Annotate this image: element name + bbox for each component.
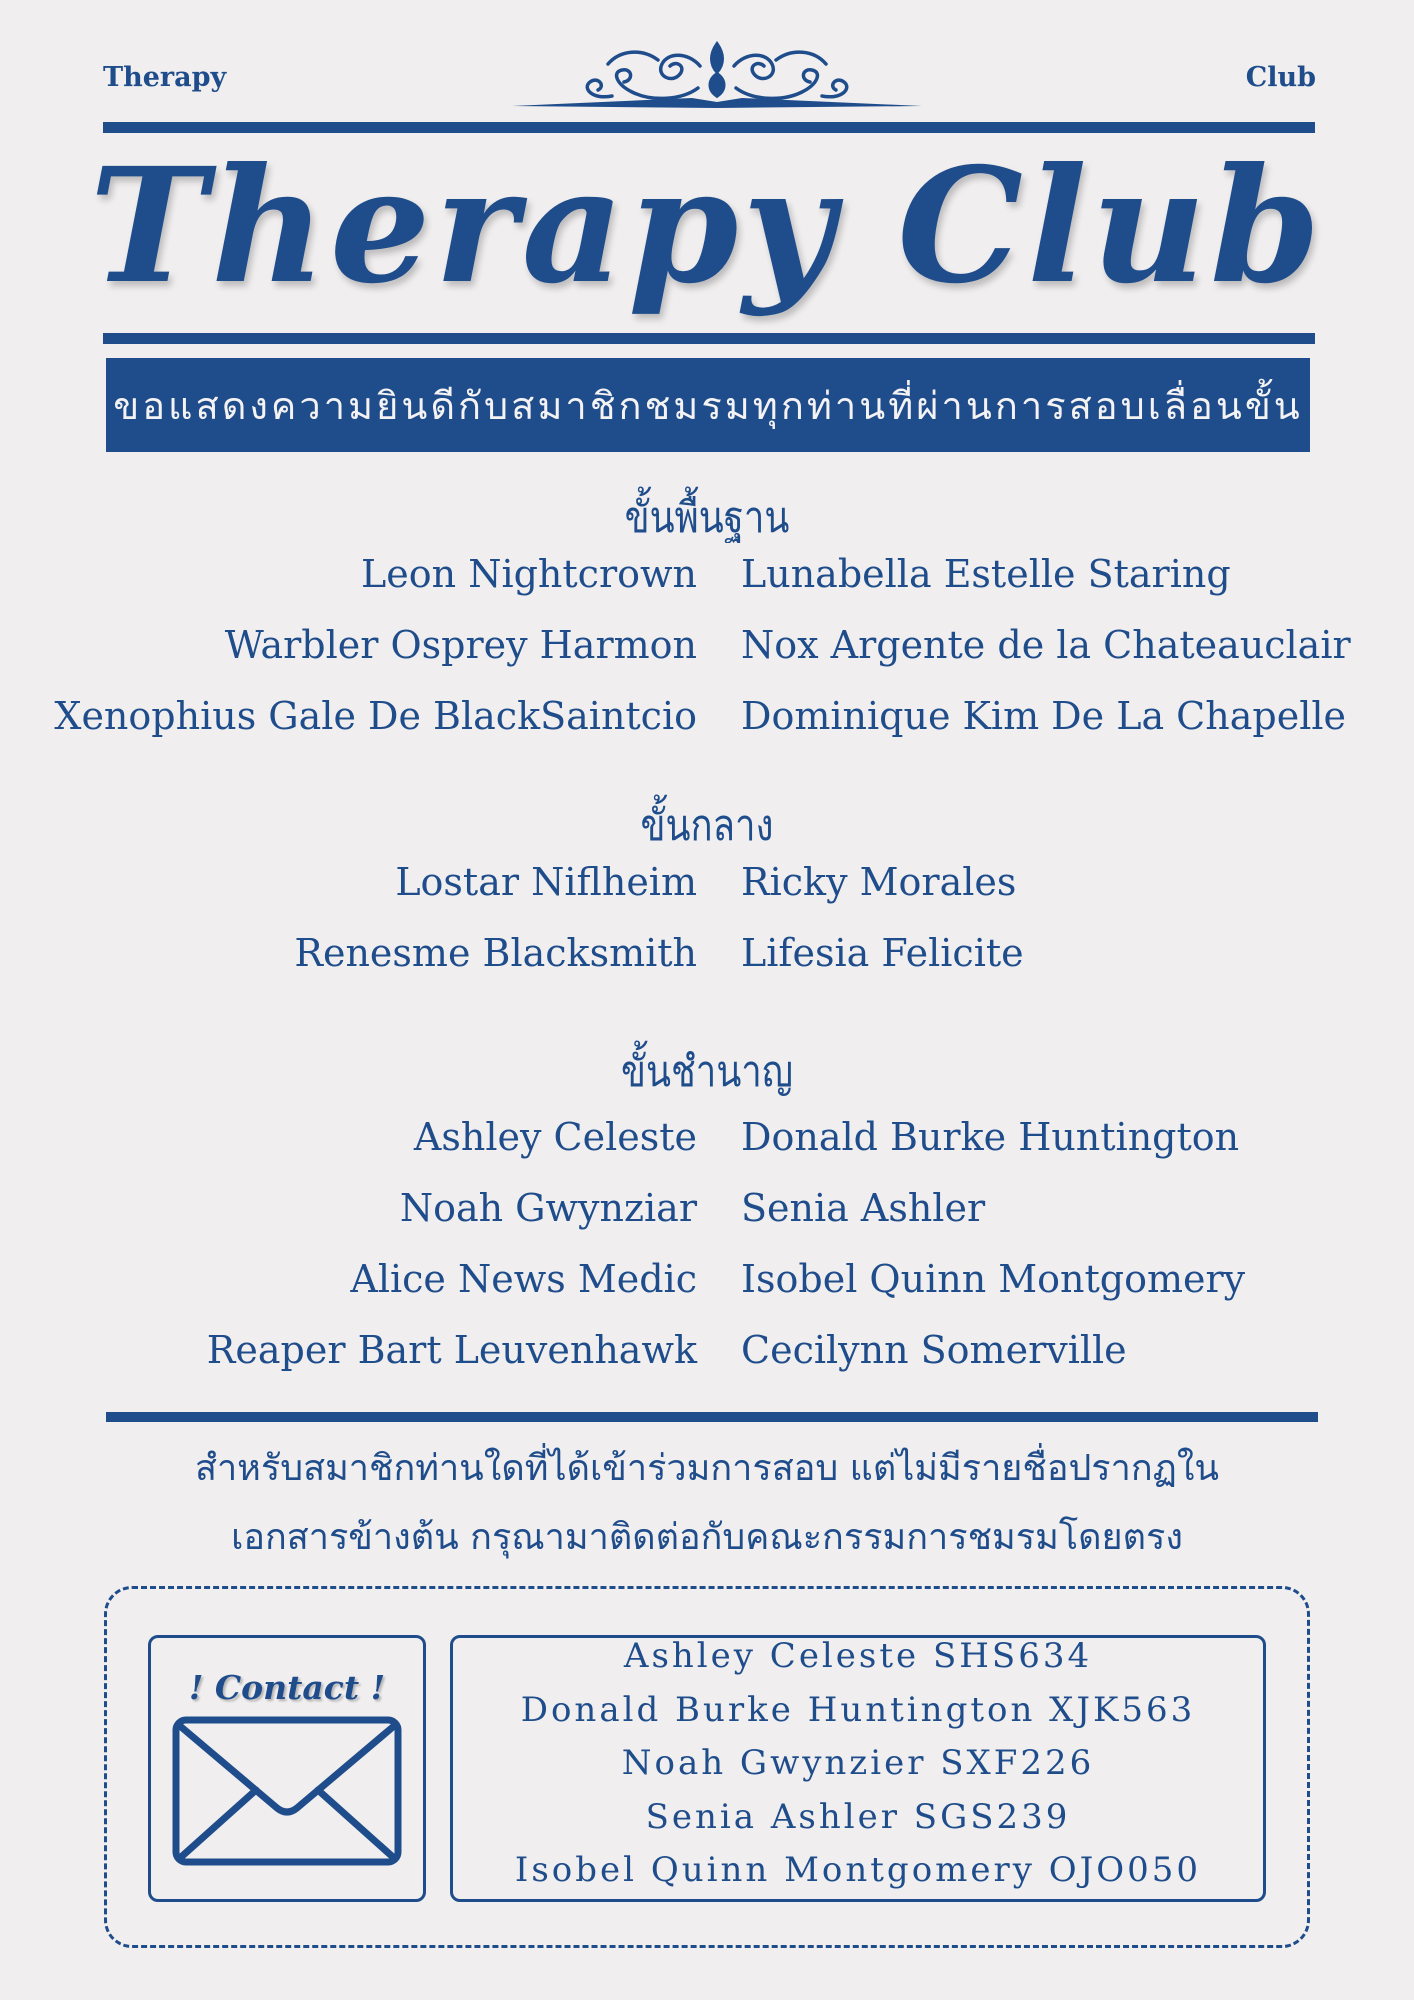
contact-code: Isobel Quinn Montgomery OJO050: [514, 1850, 1202, 1890]
member-name: Noah Gwynziar: [399, 1186, 697, 1230]
member-name: Dominique Kim De La Chapelle: [741, 694, 1346, 738]
header-rule-top: [103, 122, 1315, 133]
member-name: Lunabella Estelle Staring: [741, 552, 1231, 596]
corner-label-right: Club: [1245, 62, 1316, 93]
level-heading-intermediate: ขั้นกลาง: [640, 801, 774, 851]
member-name: Cecilynn Somerville: [741, 1328, 1127, 1372]
contact-code: Senia Ashler SGS239: [645, 1797, 1071, 1837]
member-name: Xenophius Gale De BlackSaintcio: [54, 694, 697, 738]
member-name: Senia Ashler: [741, 1186, 986, 1230]
member-name: Renesme Blacksmith: [294, 931, 697, 975]
member-name: Alice News Medic: [350, 1257, 697, 1301]
level-heading-expert: ขั้นชำนาญ: [621, 1047, 793, 1097]
member-name: Reaper Bart Leuvenhawk: [206, 1328, 697, 1372]
corner-label-left: Therapy: [103, 62, 227, 93]
member-name: Ashley Celeste: [413, 1115, 697, 1159]
envelope-icon: [172, 1716, 402, 1866]
notice-line-1: สำหรับสมาชิกท่านใดที่ได้เข้าร่วมการสอบ แต่ไม่มีรายชื่อปรากฏใน: [194, 1448, 1220, 1489]
notice-line-2: เอกสารข้างต้น กรุณามาติดต่อกับคณะกรรมการชมรมโดยตรง: [231, 1517, 1183, 1558]
contact-title: ! Contact !: [188, 1668, 386, 1707]
header-rule-bottom: [103, 333, 1315, 344]
member-name: Lifesia Felicite: [741, 931, 1024, 975]
member-name: Leon Nightcrown: [361, 552, 697, 596]
level-heading-basic: ขั้นพื้นฐาน: [624, 493, 790, 543]
member-name: Ricky Morales: [741, 860, 1017, 904]
member-name: Nox Argente de la Chateauclair: [741, 623, 1351, 667]
member-name: Donald Burke Huntington: [741, 1115, 1240, 1159]
member-name: Warbler Osprey Harmon: [224, 623, 697, 667]
contact-code: Ashley Celeste SHS634: [623, 1636, 1093, 1676]
member-name: Isobel Quinn Montgomery: [741, 1257, 1246, 1301]
contact-code: Donald Burke Huntington XJK563: [520, 1690, 1196, 1730]
member-name: Lostar Niflheim: [395, 860, 697, 904]
ornament-flourish-icon: [512, 36, 922, 110]
congratulations-banner: ขอแสดงความยินดีกับสมาชิกชมรมทุกท่านที่ผ่านการสอบเลื่อนขั้น: [106, 358, 1310, 452]
page-title: Therapy Club: [89, 134, 1325, 319]
section-divider: [106, 1412, 1318, 1422]
contact-code: Noah Gwynzier SXF226: [621, 1743, 1095, 1783]
